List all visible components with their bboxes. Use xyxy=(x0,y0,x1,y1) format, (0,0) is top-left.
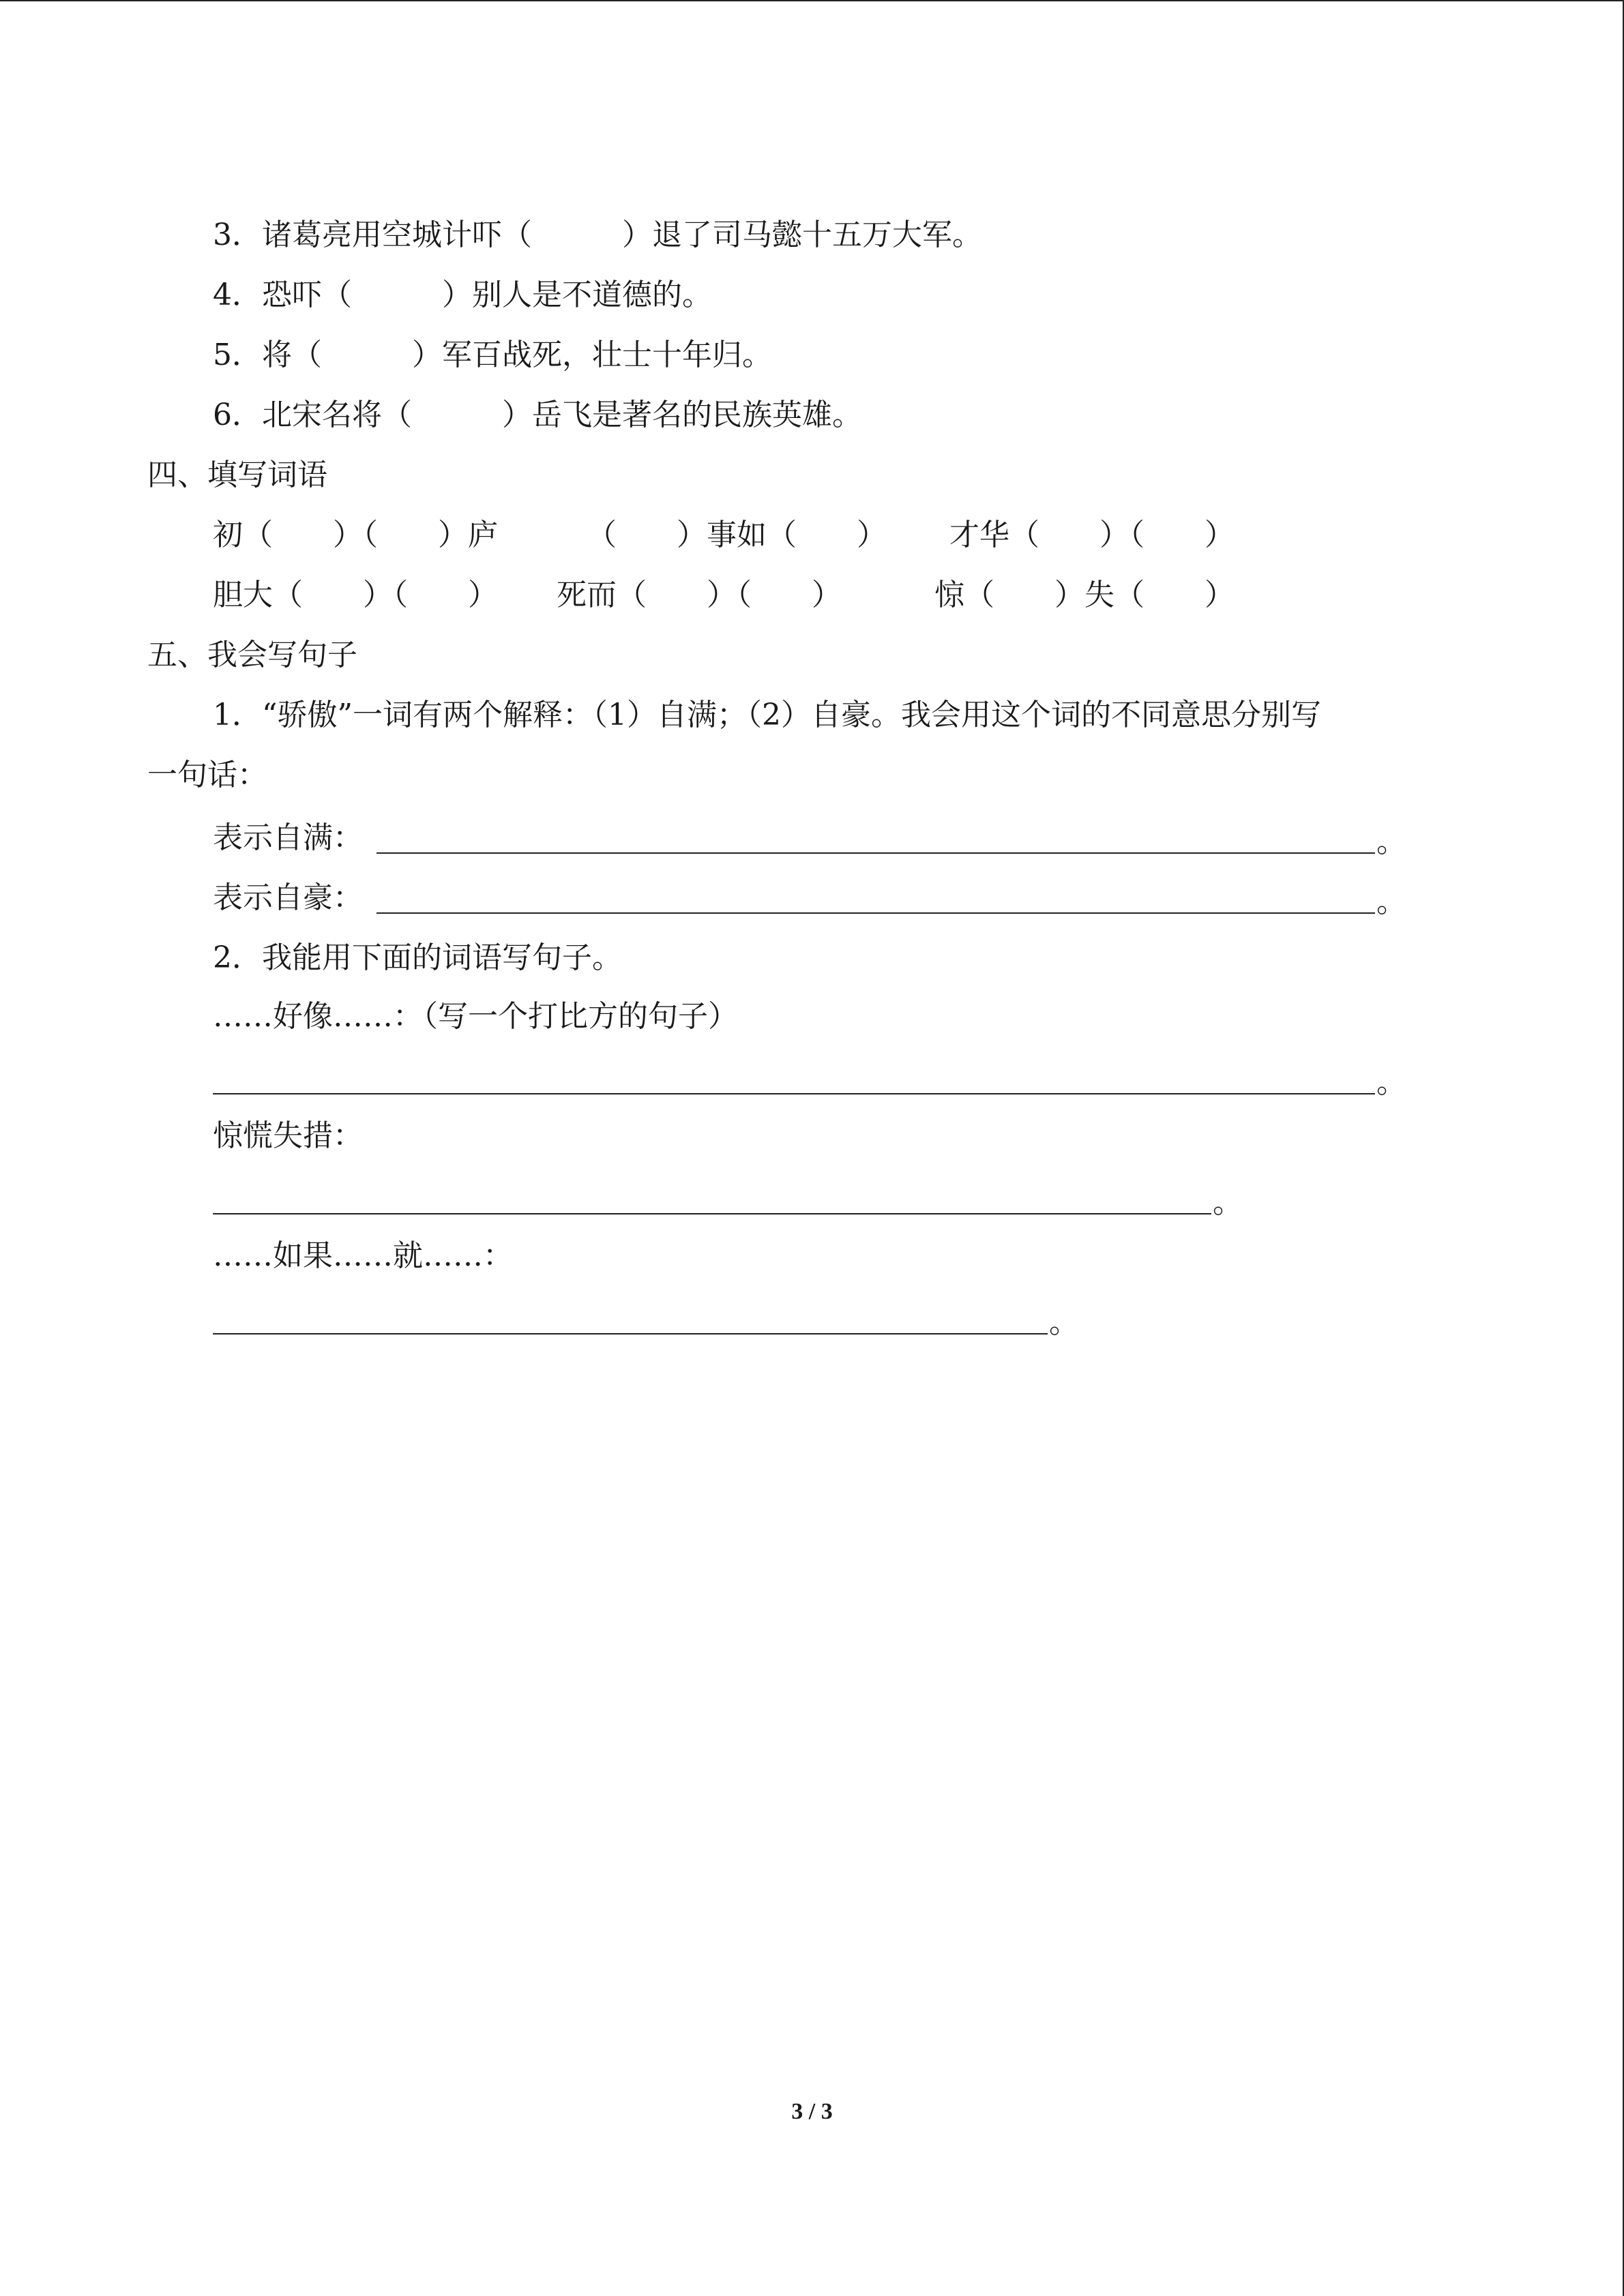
question-4: 4．恐吓（ ）别人是不道德的。 xyxy=(213,278,712,312)
period-zihao: 。 xyxy=(1376,884,1406,919)
label-ziman: 表示自满： xyxy=(213,820,363,855)
section-4-heading: 四、填写词语 xyxy=(147,458,327,492)
question-1-line1: 1．“骄傲”一词有两个解释：（1）自满；（2）自豪。我会用这个词的不同意思分别写 xyxy=(213,698,1321,732)
answer-line-zihao[interactable] xyxy=(377,912,1375,914)
idiom-sier: 死而（ ）（ ） xyxy=(557,578,842,612)
prompt-ruguo: ……如果……就……： xyxy=(213,1238,513,1273)
answer-line-haoxiang[interactable] xyxy=(213,1093,1375,1094)
question-3: 3．诸葛亮用空城计吓（ ）退了司马懿十五万大军。 xyxy=(213,218,982,252)
question-6: 6．北宋名将（ ）岳飞是著名的民族英雄。 xyxy=(213,398,862,432)
answer-line-ruguo[interactable] xyxy=(213,1333,1048,1335)
section-5-heading: 五、我会写句子 xyxy=(147,638,357,672)
question-1-line2: 一句话： xyxy=(147,758,267,792)
idiom-jingshi: 惊（ ）失（ ） xyxy=(934,578,1235,612)
period-ruguo: 。 xyxy=(1049,1305,1079,1340)
idiom-caihua: 才华（ ）（ ） xyxy=(949,518,1235,552)
prompt-haoxiang: ……好像……：（写一个打比方的句子） xyxy=(213,999,738,1034)
idiom-chumao: 初（ ）（ ）庐 xyxy=(213,518,498,552)
answer-line-ziman[interactable] xyxy=(377,852,1375,854)
period-jinghuang: 。 xyxy=(1213,1185,1243,1220)
answer-line-jinghuang[interactable] xyxy=(213,1213,1211,1214)
period-ziman: 。 xyxy=(1376,824,1406,859)
label-zihao: 表示自豪： xyxy=(213,880,363,915)
prompt-jinghuang: 惊慌失措： xyxy=(213,1118,363,1153)
page-number: 3 / 3 xyxy=(791,2099,833,2124)
question-5: 5．将（ ）军百战死，壮士十年归。 xyxy=(213,338,772,372)
idiom-shiru: （ ）事如（ ） xyxy=(587,518,887,552)
question-2: 2．我能用下面的词语写句子。 xyxy=(213,940,622,975)
idiom-danda: 胆大（ ）（ ） xyxy=(213,578,498,612)
period-haoxiang: 。 xyxy=(1376,1065,1406,1100)
